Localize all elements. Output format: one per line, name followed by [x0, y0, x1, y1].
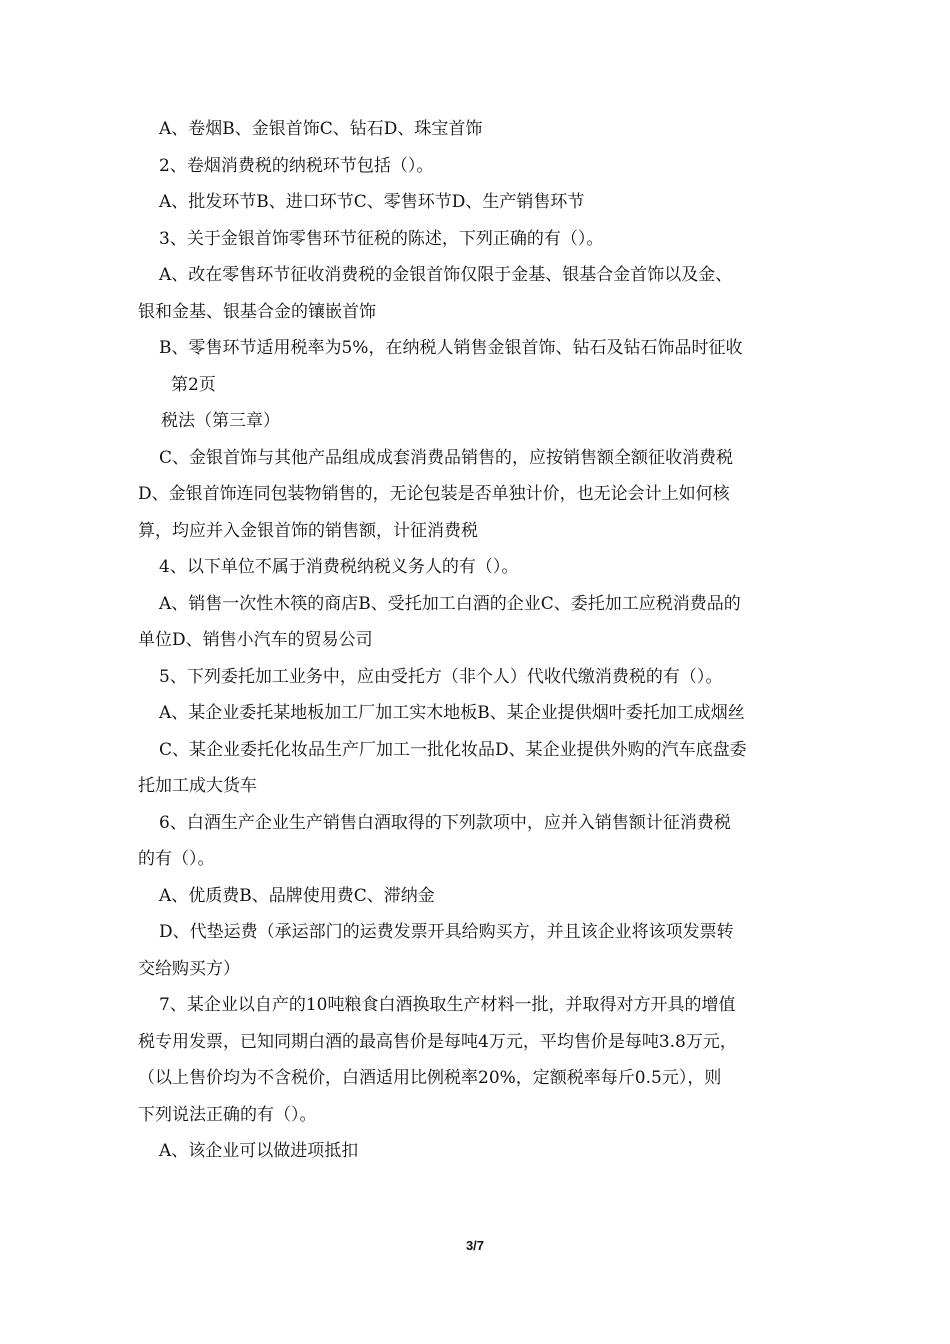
- text-line: A、改在零售环节征收消费税的金银首饰仅限于金基、银基合金首饰以及金、: [159, 265, 733, 285]
- text-line: 5、下列委托加工业务中，应由受托方（非个人）代收代缴消费税的有（）。: [159, 666, 723, 687]
- text-line: A、某企业委托某地板加工厂加工实木地板B、某企业提供烟叶委托加工成烟丝: [159, 703, 745, 723]
- text-line: D、代垫运费（承运部门的运费发票开具给购买方，并且该企业将该项发票转: [159, 922, 734, 942]
- text-line: D、金银首饰连同包装物销售的，无论包装是否单独计价，也无论会计上如何核: [138, 484, 730, 504]
- text-line: 4、以下单位不属于消费税纳税义务人的有（）。: [159, 557, 519, 577]
- text-line: 交给购买方）: [138, 958, 240, 979]
- text-line: A、该企业可以做进项抵扣: [159, 1141, 359, 1161]
- text-line: 的有（）。: [138, 849, 215, 869]
- text-line: A、优质费B、品牌使用费C、滞纳金: [159, 885, 435, 906]
- text-line: 6、白酒生产企业生产销售白酒取得的下列款项中，应并入销售额计征消费税: [159, 812, 731, 833]
- text-line: B、零售环节适用税率为5%，在纳税人销售金银首饰、钻石及钻石饰品时征收: [159, 338, 743, 358]
- text-line: 3、关于金银首饰零售环节征税的陈述，下列正确的有（）。: [159, 228, 604, 249]
- text-line: A、卷烟B、金银首饰C、钻石D、珠宝首饰: [159, 119, 483, 139]
- text-line: A、销售一次性木筷的商店B、受托加工白酒的企业C、委托加工应税消费品的: [159, 593, 741, 614]
- text-line: 第2页: [171, 374, 216, 395]
- text-line: 下列说法正确的有（）。: [138, 1104, 317, 1125]
- text-line: 税专用发票，已知同期白酒的最高售价是每吨4万元，平均售价是每吨3.8万元，: [138, 1031, 737, 1052]
- text-line: 单位D、销售小汽车的贸易公司: [138, 630, 373, 650]
- document-body: [138, 111, 818, 1170]
- text-line: C、某企业委托化妆品生产厂加工一批化妆品D、某企业提供外购的汽车底盘委: [159, 739, 747, 760]
- page-number: 3/7: [465, 1238, 485, 1253]
- text-line: C、金银首饰与其他产品组成成套消费品销售的，应按销售额全额征收消费税: [159, 447, 734, 468]
- text-line: 托加工成大货车: [138, 776, 257, 796]
- text-line: 算，均应并入金银首饰的销售额，计征消费税: [138, 520, 478, 541]
- text-line: 银和金基、银基合金的镶嵌首饰: [138, 301, 376, 322]
- text-line: 7、某企业以自产的10吨粮食白酒换取生产材料一批，并取得对方开具的增值: [159, 995, 736, 1015]
- text-line: （以上售价均为不含税价，白酒适用比例税率20%，定额税率每斤0.5元），则: [138, 1068, 722, 1088]
- text-line: 2、卷烟消费税的纳税环节包括（）。: [159, 155, 434, 176]
- text-line: A、批发环节B、进口环节C、零售环节D、生产销售环节: [159, 192, 585, 212]
- text-line: 税法（第三章）: [161, 411, 280, 431]
